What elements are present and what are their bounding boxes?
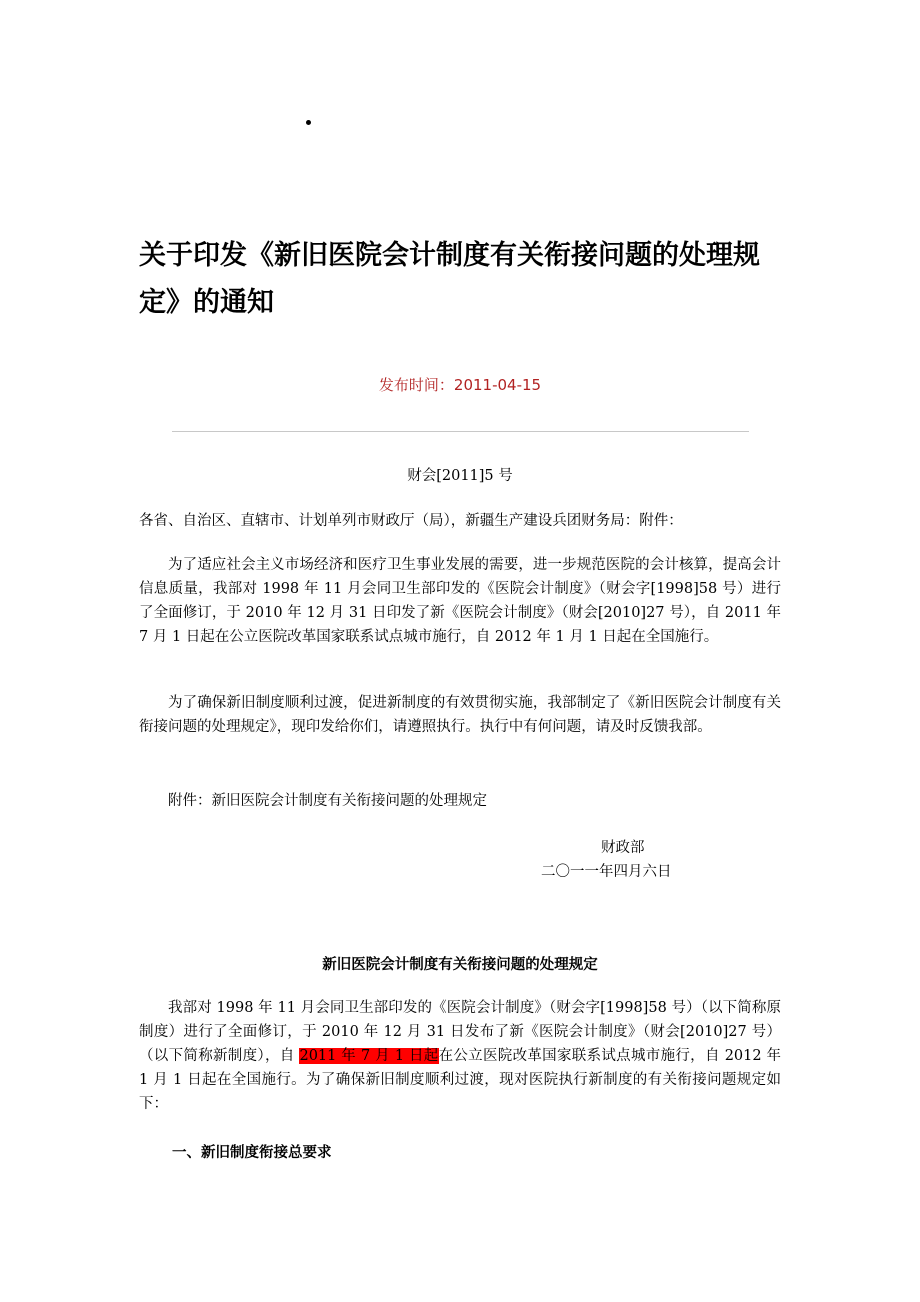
attachment-line: 附件：新旧医院会计制度有关衔接问题的处理规定 [168,793,487,809]
section-heading-1: 一、新旧制度衔接总要求 [172,1145,332,1161]
paragraph-3 [139,996,781,1116]
bullet-dot [306,120,311,125]
publish-date: 发布时间：2011-04-15 [378,376,542,394]
signature-org: 财政部 [601,840,645,856]
page-title: 关于印发《新旧医院会计制度有关衔接问题的处理规定》的通知 [139,240,760,318]
attachment-title: 新旧医院会计制度有关衔接问题的处理规定 [322,957,598,973]
paragraph-2: 为了确保新旧制度顺利过渡，促进新制度的有效贯彻实施，我部制定了《新旧医院会计制度有关衔接问题的处理规定》，现印发给你们，请遵照执行。执行中有何问题，请及时反馈我部。 [139,695,781,735]
paragraph-3-before: 我部对 1998 年 11 月会同卫生部印发的《医院会计制度》（财会字[1998]58 号）（以下简称原制度）进行了全面修订，于 2010 年 12 月 31 日发布了新《医院会计制度》（财会[2010]27 号）（以下简称新制度），自 [139,1000,781,1064]
document-number: 财会[2011]5 号 [407,468,513,484]
signature-date: 二〇一一年四月六日 [541,864,672,880]
divider [172,431,749,432]
paragraph-1: 为了适应社会主义市场经济和医疗卫生事业发展的需要，进一步规范医院的会计核算，提高会计信息质量，我部对 1998 年 11 月会同卫生部印发的《医院会计制度》（财会字[1998]58 号）进行了全面修订，于 2010 年 12 月 31 日印发了新《医院会计制度》（财会[2010]27 号），自 2011 年 7 月 1 日起在公立医院改革国家联系试点城市施行，自 2012 年 1 月 1 日起在全国施行。 [139,557,781,645]
addressee-line: 各省、自治区、直辖市、计划单列市财政厅（局），新疆生产建设兵团财务局：附件： [139,513,683,529]
highlighted-date: 2011 年 7 月 1 日起 [299,1048,439,1064]
paragraph-3-after: 在公立医院改革国家联系试点城市施行，自 2012 年 1 月 1 日起在全国施行。为了确保新旧制度顺利过渡，现对医院执行新制度的有关衔接问题规定如下： [139,1048,782,1112]
